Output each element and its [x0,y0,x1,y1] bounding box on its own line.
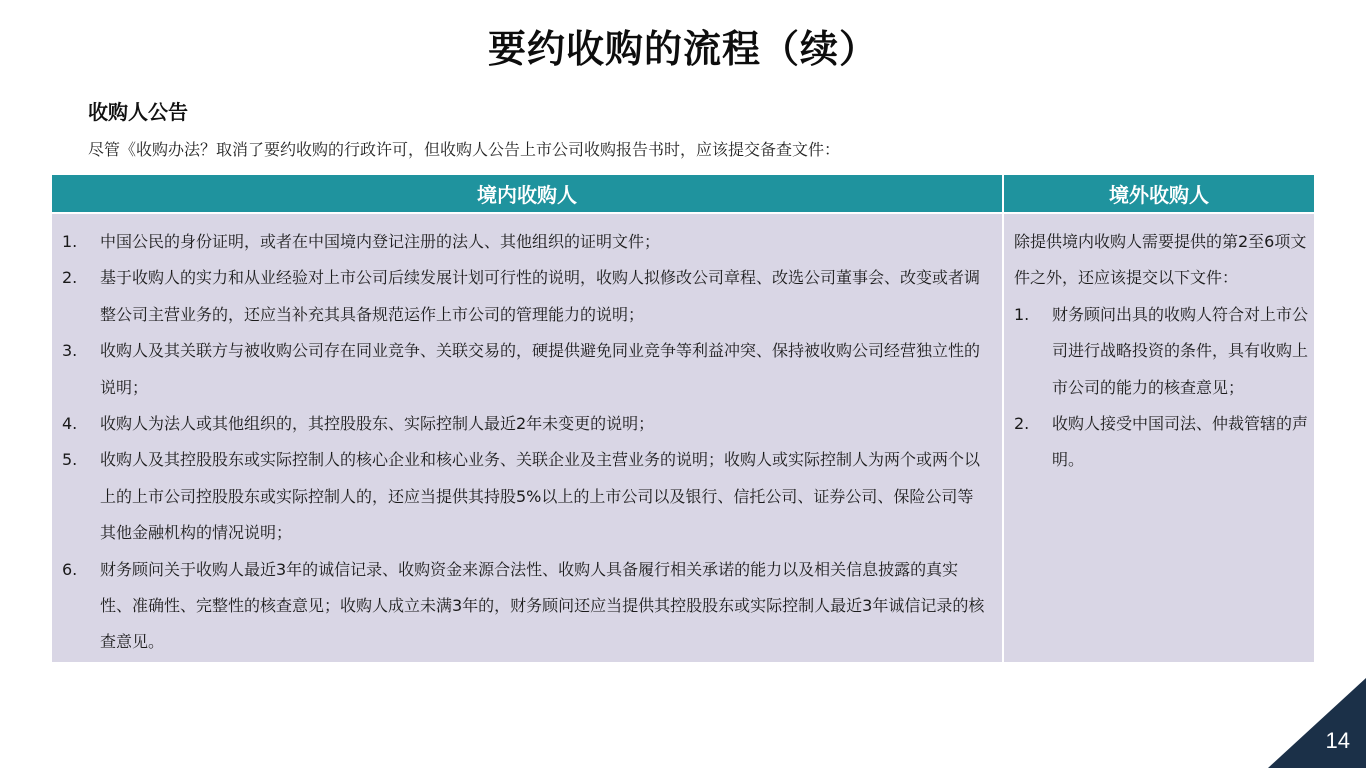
item-text: 中国公民的身份证明，或者在中国境内登记注册的法人、其他组织的证明文件； [100,232,661,251]
section-heading: 收购人公告 [88,100,188,124]
domestic-cell [52,214,1002,662]
item-text: 收购人为法人或其他组织的，其控股股东、实际控制人最近2年未变更的说明； [100,414,655,434]
item-number: 5. [62,450,78,470]
list-item [62,224,988,260]
list-item [62,406,988,442]
corner-decoration [1268,678,1366,768]
item-number: 1. [1014,304,1030,324]
header-foreign: 境外收购人 [1004,175,1314,212]
item-number: 2. [1014,414,1030,434]
header-domestic: 境内收购人 [52,175,1002,212]
list-item [62,260,988,333]
list-item [62,333,988,406]
list-item [1014,406,1308,479]
list-item [1014,297,1308,406]
header-divider [52,212,1314,214]
domestic-list [62,224,988,661]
list-item [62,552,988,661]
item-number: 3. [62,341,78,361]
item-number: 4. [62,414,78,434]
page-number: 14 [1325,728,1350,753]
item-text: 基于收购人的实力和从业经验对上市公司后续发展计划可行性的说明，收购人拟修改公司章程、改选公司董事会、改变或者调整公司主营业务的，还应当补充其具备规范运作上市公司的管理能力的说明； [100,268,981,324]
item-number: 6. [62,559,78,579]
foreign-list [1014,297,1308,479]
item-text: 收购人及其控股股东或实际控制人的核心企业和核心业务、关联企业及主营业务的说明；收购人或实际控制人为两个或两个以上的上市公司控股股东或实际控制人的，还应当提供其持股5%以上的上市公司以及银行、信托公司、证券公司、保险公司等其他金融机构的情况说明； [100,450,981,543]
item-number: 1. [62,232,78,251]
item-text: 财务顾问关于收购人最近3年的诚信记录、收购资金来源合法性、收购人具备履行相关承诺的能力以及相关信息披露的真实性、准确性、完整性的核查意见；收购人成立未满3年的，财务顾问还应当提供其控股股东或实际控制人最近3年诚信记录的核查意见。 [100,559,985,652]
item-number: 2. [62,268,78,288]
list-item [62,442,988,551]
item-text: 收购人及其关联方与被收购公司存在同业竞争、关联交易的，硬提供避免同业竞争等利益冲突、保持被收购公司经营独立性的说明； [100,341,981,397]
foreign-intro: 除提供境内收购人需要提供的第2至6项文件之外，还应该提交以下文件： [1014,232,1307,288]
column-divider [1002,175,1004,662]
intro-text: 尽管《收购办法？取消了要约收购的行政许可，但收购人公告上市公司收购报告书时，应该提交备查文件： [88,140,841,159]
page-title: 要约收购的流程（续） [487,27,878,71]
foreign-cell [1004,214,1314,662]
item-text: 收购人接受中国司法、仲裁管辖的声明。 [1052,414,1309,470]
documents-table [52,175,1314,662]
item-text: 财务顾问出具的收购人符合对上市公司进行战略投资的条件，具有收购上市公司的能力的核查意见； [1052,304,1309,397]
